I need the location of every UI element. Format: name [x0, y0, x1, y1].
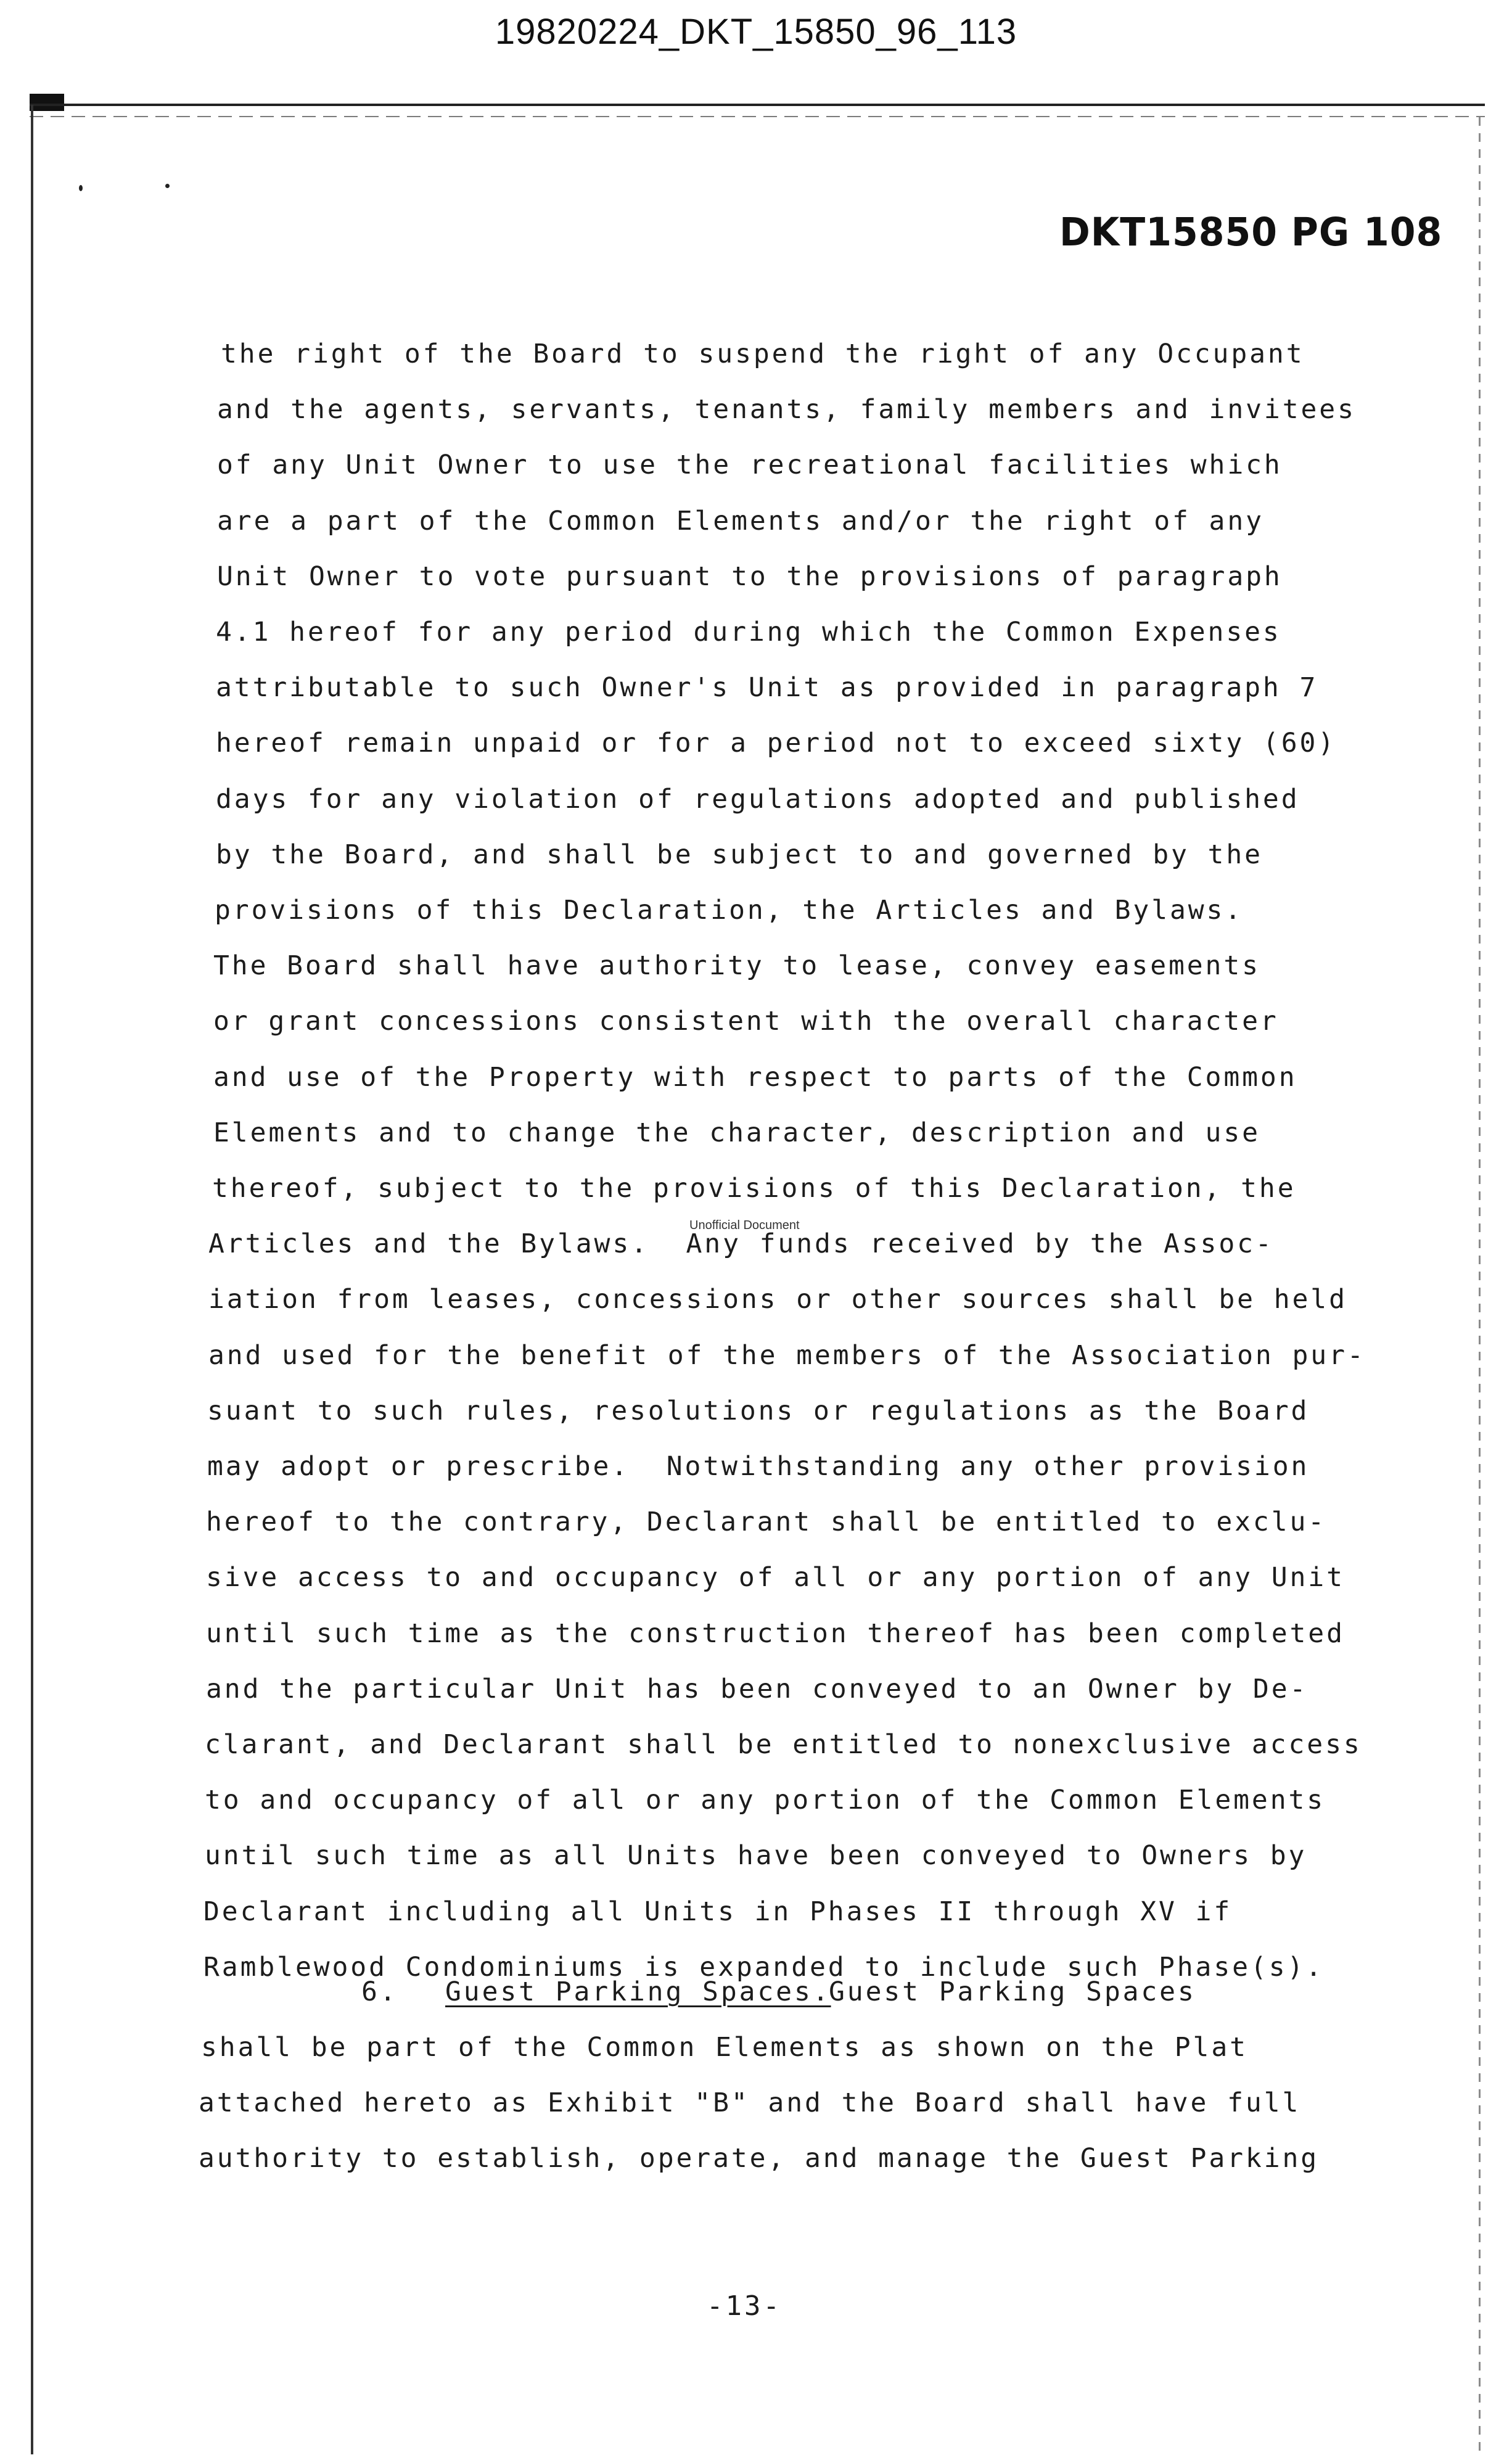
body-text-line: hereof remain unpaid or for a period not to exceed sixty (60)	[216, 728, 1337, 759]
body-text-line: iation from leases, concessions or other sources shall be held	[208, 1284, 1347, 1315]
body-text-line: and the particular Unit has been conveyed to an Owner by De-	[206, 1673, 1309, 1704]
body-text-line: and used for the benefit of the members of the Association pur-	[208, 1339, 1366, 1371]
body-text-line: by the Board, and shall be subject to and governed by the	[216, 839, 1263, 870]
file-header: 19820224_DKT_15850_96_113	[495, 12, 1017, 52]
body-text-line: The Board shall have authority to lease, convey easements	[213, 950, 1260, 982]
body-text-line: Ramblewood Condominiums is expanded to include such Phase(s).	[203, 1951, 1325, 1983]
book-page-stamp: DKT15850 PG 108	[1059, 210, 1443, 255]
body-text-line: thereof, subject to the provisions of this Declaration, the	[212, 1173, 1296, 1204]
scan-edge-mark	[30, 94, 64, 111]
body-text-line: to and occupancy of all or any portion of the Common Elements	[205, 1785, 1326, 1816]
body-text-line: until such time as all Units have been conveyed to Owners by	[205, 1840, 1307, 1872]
body-text-line: and the agents, servants, tenants, family members and invitees	[217, 394, 1356, 426]
right-border-line	[1479, 117, 1481, 2454]
body-text-line: and use of the Property with respect to parts of the Common	[213, 1061, 1297, 1093]
body-text-line: until such time as the construction thereof has been completed	[206, 1618, 1345, 1649]
section-text-line: attached hereto as Exhibit "B" and the Board shall have full	[199, 2087, 1301, 2119]
body-text-line: clarant, and Declarant shall be entitled to nonexclusive access	[205, 1729, 1362, 1760]
body-text-line: are a part of the Common Elements and/or the right of any	[217, 505, 1264, 537]
body-text-line: 4.1 hereof for any period during which the Common Expenses	[216, 617, 1281, 648]
body-text-line: or grant concessions consistent with the overall character	[213, 1006, 1279, 1037]
body-text-line: suant to such rules, resolutions or regulations as the Board	[207, 1395, 1310, 1426]
body-text-line: the right of the Board to suspend the right of any Occupant	[221, 339, 1305, 369]
body-text-line: may adopt or prescribe. Notwithstanding any other provision	[207, 1451, 1310, 1482]
scan-speck	[79, 185, 83, 191]
watermark-text: Unofficial Document	[689, 1219, 800, 1232]
page-number: -13-	[707, 2290, 782, 2322]
section-text-line: authority to establish, operate, and manage the Guest Parking	[199, 2143, 1320, 2174]
section-heading: Guest Parking Spaces.	[445, 1976, 831, 2007]
section-text-line: shall be part of the Common Elements as shown on the Plat	[201, 2032, 1248, 2063]
top-border-dashed-line	[30, 116, 1485, 117]
body-text-line: of any Unit Owner to use the recreational facilities which	[217, 450, 1283, 481]
scan-speck	[165, 184, 170, 188]
top-border-line	[30, 104, 1485, 106]
body-text-line: Elements and to change the character, description and use	[213, 1117, 1260, 1148]
body-text-line: Articles and the Bylaws. Any funds received by the Assoc-	[208, 1228, 1274, 1260]
body-text-line: sive access to and occupancy of all or any portion of any Unit	[206, 1562, 1345, 1593]
body-text-line: Unit Owner to vote pursuant to the provisions of paragraph	[217, 561, 1283, 592]
left-border-line	[31, 105, 33, 2454]
body-text-line: hereof to the contrary, Declarant shall be entitled to exclu-	[206, 1507, 1327, 1538]
section-first-line: Guest Parking Spaces	[829, 1976, 1196, 2007]
body-text-line: provisions of this Declaration, the Articles and Bylaws.	[215, 895, 1244, 926]
body-text-line: attributable to such Owner's Unit as provided in paragraph 7	[216, 672, 1318, 704]
body-text-line: Declarant including all Units in Phases II through XV if	[203, 1896, 1233, 1927]
section-number: 6.	[361, 1976, 398, 2007]
body-text-line: days for any violation of regulations adopted and published	[216, 783, 1300, 815]
